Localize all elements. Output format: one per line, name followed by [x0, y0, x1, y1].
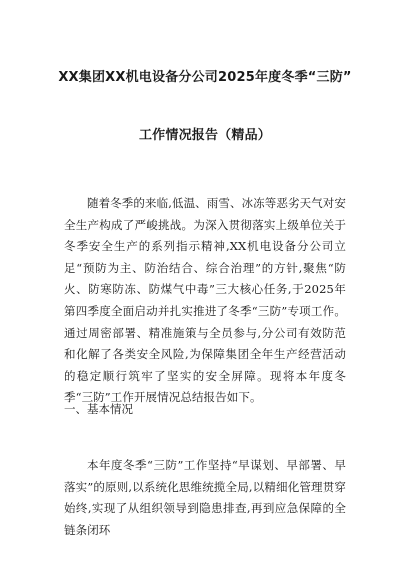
intro-paragraph: 随着冬季的来临,低温、雨雪、冰冻等恶劣天气对安全生产构成了严峻挑战。为深入贯彻落实上级单位关于冬季安全生产的系列指示精神,XX机电设备分公司立足“预防为主、防治结合、综合治理”的方针,聚焦“防火、防寒防冻、防煤气中毒”三大核心任务,于2025年第四季度全面启动并扎实推进了冬季“三防”专项工作。通过周密部署、精准施策与全员参与,分公司有效防范和化解了各类安全风险,为保障集团全年生产经营活动的稳定顺行筑牢了坚实的安全屏障。现将本年度冬季“三防”工作开展情况总结报告如下。 — [64, 196, 346, 405]
document-title-line-1: XX集团XX机电设备分公司2025年度冬季“三防” — [58, 70, 352, 85]
document-title-line-2: 工作情况报告（精品） — [138, 128, 271, 143]
section-heading-basic-situation: 一、基本情况 — [64, 402, 133, 416]
section-1-paragraph: 本年度冬季“三防”工作坚持“早谋划、早部署、早落实”的原则,以系统化思维统揽全局,以精细化管理贯穿始终,实现了从组织领导到隐患排查,再到应急保障的全链条闭环 — [64, 458, 346, 537]
